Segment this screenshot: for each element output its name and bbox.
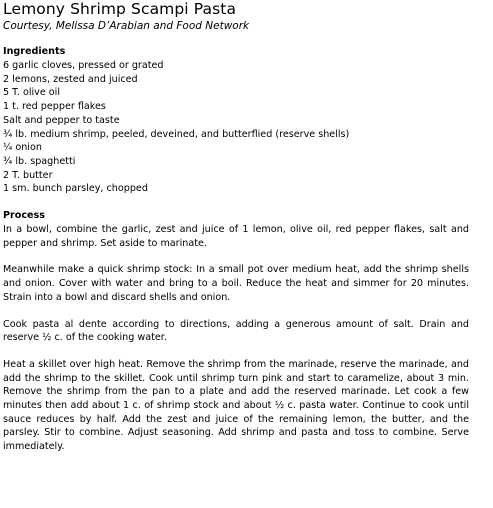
- recipe-document: [3, 0, 489, 454]
- ingredient-item: 1 t. red pepper flakes: [3, 101, 106, 113]
- process-heading: Process: [3, 210, 45, 222]
- process-step: Meanwhile make a quick shrimp stock: In a small pot over medium heat, add the shrimp shells and onion. Cover with water and bring to a boil. Reduce the heat and simmer for 20 minutes. Strain into a bowl and discard shells and onion.: [3, 264, 469, 303]
- ingredient-item: 6 garlic cloves, pressed or grated: [3, 60, 164, 71]
- ingredient-item: ¼ onion: [3, 142, 42, 154]
- ingredients-heading: Ingredients: [3, 46, 66, 57]
- process-step: Cook pasta al dente according to directions, adding a generous amount of salt. Drain and reserve ½ c. of the cooking water.: [3, 318, 469, 344]
- ingredient-item: ¾ lb. spaghetti: [3, 155, 76, 167]
- ingredients-list: [3, 59, 489, 196]
- ingredient-item: Salt and pepper to taste: [3, 114, 120, 126]
- recipe-title: Lemony Shrimp Scampi Pasta: [3, 0, 237, 18]
- ingredient-item: ¾ lb. medium shrimp, peeled, deveined, and butterflied (reserve shells): [3, 128, 350, 140]
- ingredient-item: 2 T. butter: [3, 169, 53, 181]
- ingredient-item: 2 lemons, zested and juiced: [3, 73, 138, 85]
- process-step: In a bowl, combine the garlic, zest and juice of 1 lemon, olive oil, red pepper flakes, salt and pepper and shrimp. Set aside to marinate.: [3, 224, 469, 249]
- process-step: Heat a skillet over high heat. Remove the shrimp from the marinade, reserve the marinade, and add the shrimp to the skillet. Cook until shrimp turn pink and start to caramelize, about 3 min. Remove the shrimp from the pan to a plate and add the reserved marinade. Let cook a few minutes then add about 1 c. of shrimp stock and about ½ c. pasta water. Continue to cook until sauce reduces by half. Add the zest and juice of the remaining lemon, the butter, and the parsley. Stir to combine. Adjust seasoning. Add shrimp and pasta and toss to combine. Serve immediately.: [3, 358, 469, 453]
- recipe-credit: Courtesy, Melissa D’Arabian and Food Network: [3, 20, 250, 32]
- ingredient-item: 1 sm. bunch parsley, chopped: [3, 183, 148, 195]
- ingredient-item: 5 T. olive oil: [3, 87, 61, 99]
